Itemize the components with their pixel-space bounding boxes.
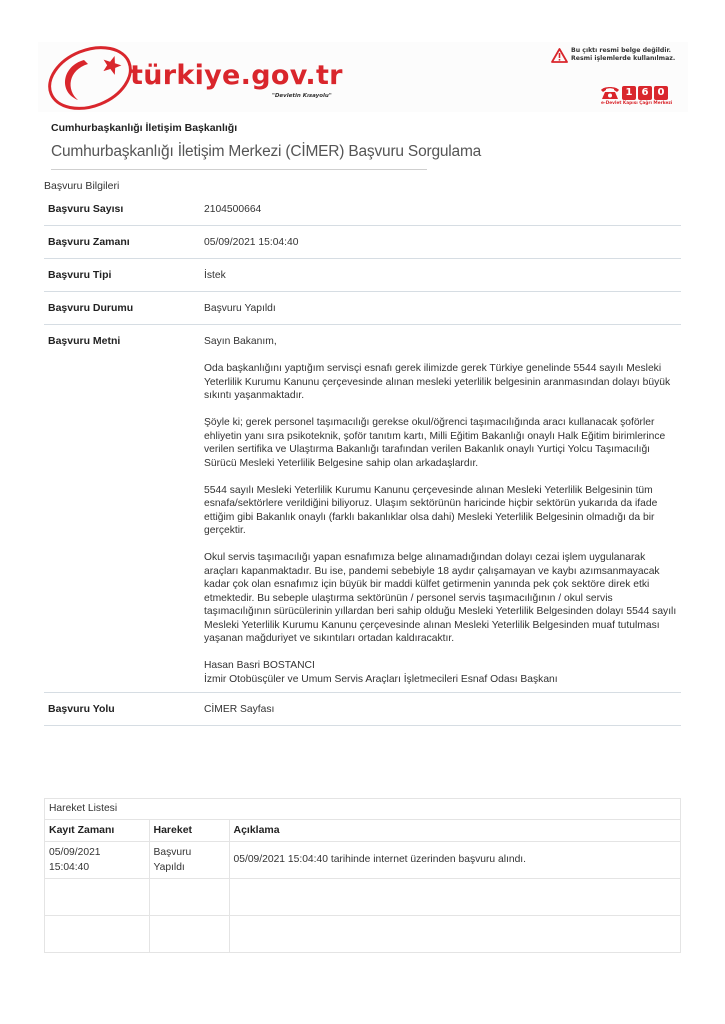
signature-title: İzmir Otobüsçüler ve Umum Servis Araçları İşletmecileri Esnaf Odası Başkanı [204,673,558,685]
record-date: 05/09/2021 [49,846,101,858]
logo-text: türkiye.gov.tr [130,60,343,91]
record-time [45,841,149,878]
hotline-caption: e-Devlet Kapısı Çağrı Merkezi [601,101,673,106]
unofficial-document-warning [551,47,691,69]
text-paragraph: 5544 sayılı Mesleki Yeterlilik Kurumu Kanunu çerçevesinde alınan Mesleki Yeterlilik Belgesinin tüm esnafa/sektörlere verildiğini biliyoruz. Ulaşım sektörünün haricinde hiçbir sektörün yukarıda da ifade ettiğim gibi Bakanlık onaylı (farklı bakanlıklar olsa dahi) Mesleki Yeterlilik Belgesinin olmadığı da bir gerçektir. [204,484,658,536]
action-text: Başvuru [153,846,192,858]
logo-slogan: "Devletin Kısayolu" [272,93,332,99]
signature [204,659,681,686]
info-value: CİMER Sayfası [204,704,275,715]
turkiye-gov-logo[interactable] [44,42,343,114]
movement-list-title: Hareket Listesi [45,799,680,820]
table-header-row [45,820,680,841]
info-row-text [44,325,681,693]
action-text: Yapıldı [153,861,185,873]
movement-list [44,798,681,953]
info-label: Başvuru Tipi [48,269,112,281]
text-paragraph: Oda başkanlığını yaptığım servisçi esnafı gerek ilimizde gerek Türkiye genelinde 5544 sayılı Mesleki Yeterlilik Kurumu Kanunu çerçevesinde alınan mesleki yeterlilik belgesinin aranmasından dolayı büyük sıkıntı yaşanmaktadır. [204,363,671,401]
warning-triangle-icon [551,48,568,63]
hotline-160 [600,86,680,110]
info-value: Başvuru Yapıldı [204,303,276,314]
info-value: 05/09/2021 15:04:40 [204,237,299,248]
hotline-digit: 0 [654,86,668,100]
crescent-star-icon [44,42,134,114]
text-paragraph: Okul servis taşımacılığı yapan esnafımıza belge alınamadığından dolayı cezai işlem uygulanarak araçları kapanmaktadır. Bu ise, pandemi sebebiyle 18 aydır çalışamayan ve kaybı azımsanmayacak kadar çok olan esnafımız için büyük bir maddi külfet getirmenin yanında pek çok sektöre direk etki etmektedir. Bu sebeple ulaştırma sektörünün / personel servis taşımacılığının / okul servis taşımacılığının sürücülerinin yıllardan beri sahip olduğu Mesleki Yeterlilik Belgesinden dolayı 5544 sayılı Mesleki Yeterlilik Kurumu Kanunu çerçevesinde alınan Mesleki Yeterlilik Belgesinden muaf tutulması yaşanan mağduriyet ve sıkıntıları ortadan kaldıracaktır. [204,552,677,644]
signature-name: Hasan Basri BOSTANCI [204,660,315,671]
record-description: 05/09/2021 15:04:40 tarihinde internet üzerinden başvuru alındı. [229,841,680,878]
text-paragraph: Şöyle ki; gerek personel taşımacılığı gerekse okul/öğrenci taşımacılığında aracı kullanacak şoförler ehliyetin yanı sıra psikoteknik, şoför tanıtım kartı, Milli Eğitim Bakanlığı onaylı Halk Eğitim birimlerince verilen sertifika ve Ulaştırma Bakanlığı tarafından verilen Bakanlık onaylı Yurtiçi Yolcu Taşımacılığı Sürücü Mesleki Yeterlilik Belgesine sahip olan arkadaşlardır. [204,417,666,469]
info-section-title: Başvuru Bilgileri [44,180,120,192]
warning-line-2: Resmi işlemlerde kullanılmaz. [571,54,676,62]
telephone-icon [600,86,620,100]
info-label: Başvuru Durumu [48,302,134,314]
hotline-digit: 6 [638,86,652,100]
info-value: İstek [204,270,226,281]
record-clock: 15:04:40 [49,861,90,873]
hotline-digit: 1 [622,86,636,100]
table-row-empty [45,878,680,915]
organization-name: Cumhurbaşkanlığı İletişim Başkanlığı [51,122,238,134]
table-row [45,841,680,878]
info-row-channel [44,693,681,726]
column-header: Hareket [149,820,229,841]
record-action [149,841,229,878]
info-row-status [44,292,681,325]
column-header: Açıklama [229,820,680,841]
info-label: Başvuru Sayısı [48,203,124,215]
info-row-number [44,193,681,226]
movement-table [45,820,680,952]
application-text [204,335,681,686]
warning-line-1: Bu çıktı resmi belge değildir. [571,47,671,54]
page-title: Cumhurbaşkanlığı İletişim Merkezi (CİMER) Başvuru Sorgulama [51,143,482,160]
info-row-time [44,226,681,259]
application-info-table [44,193,681,726]
info-label: Başvuru Zamanı [48,236,130,248]
column-header: Kayıt Zamanı [45,820,149,841]
table-row-empty [45,915,680,952]
info-label: Başvuru Metni [48,335,121,347]
info-label: Başvuru Yolu [48,703,115,715]
text-paragraph: Sayın Bakanım, [204,336,277,347]
title-divider [51,169,427,170]
info-row-type [44,259,681,292]
info-value: 2104500664 [204,204,262,215]
